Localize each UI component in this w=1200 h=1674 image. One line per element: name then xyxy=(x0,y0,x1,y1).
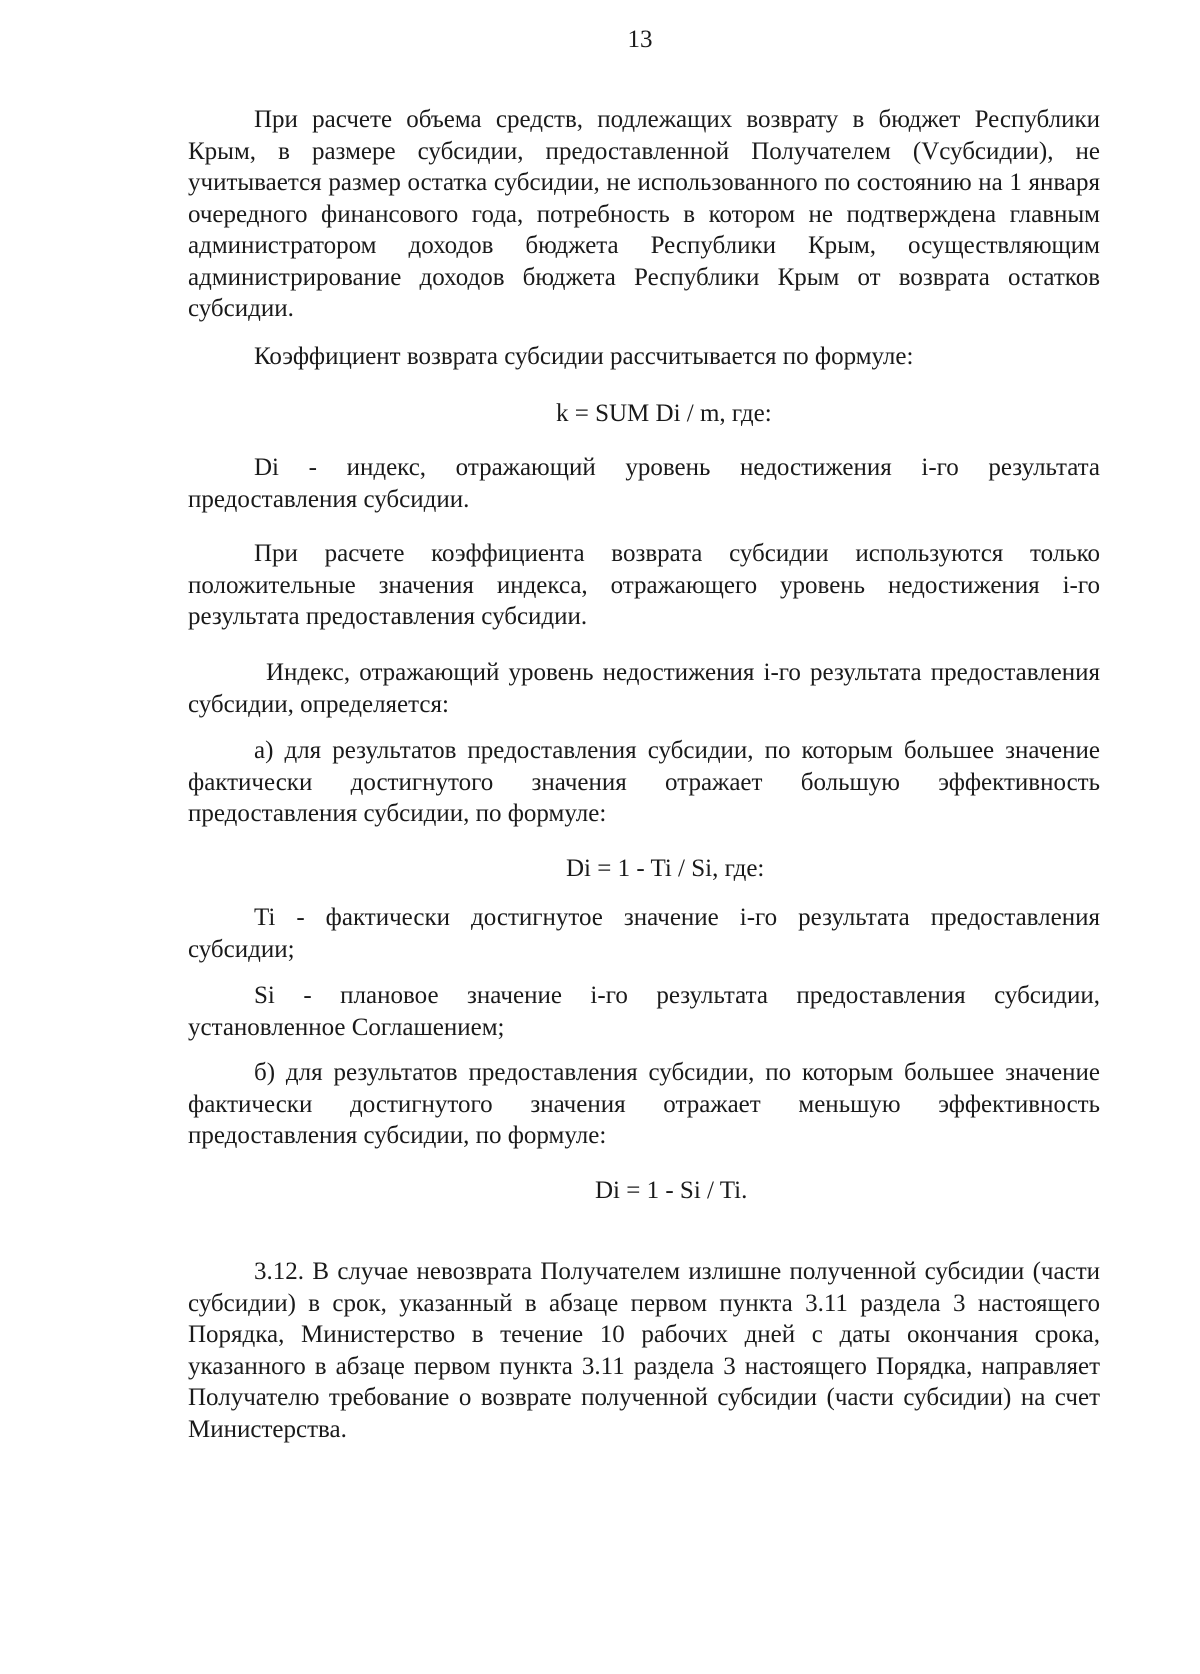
paragraph-ti-definition: Ti - фактически достигнутое значение i-го результата предоставления субсидии; xyxy=(188,904,1100,963)
paragraph-case-a: а) для результатов предоставления субсидии, по которым большее значение фактически достигнутого значения отражает большую эффективность предоставления субсидии, по формуле: xyxy=(188,737,1100,827)
paragraph-coefficient-intro: Коэффициент возврата субсидии рассчитывается по формуле: xyxy=(254,343,914,370)
formula-coefficient: k = SUM Di / m, где: xyxy=(556,400,772,427)
paragraph-return-volume: При расчете объема средств, подлежащих возврату в бюджет Республики Крым, в размере субсидии, предоставленной Получателем (Vсубсидии), не учитывается размер остатка субсидии, не использованного по состоянию на 1 января очередного финансового года, потребность в котором не подтверждена главным администратором доходов бюджета Республики Крым, осуществляющим администрирование доходов бюджета Республики Крым от возврата остатков субсидии. xyxy=(188,106,1100,322)
paragraph-case-b: б) для результатов предоставления субсидии, по которым большее значение фактически достигнутого значения отражает меньшую эффективность предоставления субсидии, по формуле: xyxy=(188,1059,1100,1149)
paragraph-3-12: 3.12. В случае невозврата Получателем излишне полученной субсидии (части субсидии) в срок, указанный в абзаце первом пункта 3.11 раздела 3 настоящего Порядка, Министерство в течение 10 рабочих дней с даты окончания срока, указанного в абзаце первом пункта 3.11 раздела 3 настоящего Порядка, направляет Получателю требование о возврате полученной субсидии (части субсидии) на счет Министерства. xyxy=(188,1258,1100,1443)
formula-case-b: Di = 1 - Si / Ti. xyxy=(595,1177,748,1204)
paragraph-di-definition: Di - индекс, отражающий уровень недостижения i-го результата предоставления субсидии. xyxy=(188,454,1100,513)
paragraph-index-definition: Индекс, отражающий уровень недостижения i-го результата предоставления субсидии, определяется: xyxy=(188,659,1100,718)
paragraph-si-definition: Si - плановое значение i-го результата предоставления субсидии, установленное Соглашением; xyxy=(188,982,1100,1041)
formula-case-a: Di = 1 - Ti / Si, где: xyxy=(566,855,765,882)
paragraph-positive-values: При расчете коэффициента возврата субсидии используются только положительные значения индекса, отражающего уровень недостижения i-го результата предоставления субсидии. xyxy=(188,540,1100,630)
page-number: 13 xyxy=(627,26,653,53)
